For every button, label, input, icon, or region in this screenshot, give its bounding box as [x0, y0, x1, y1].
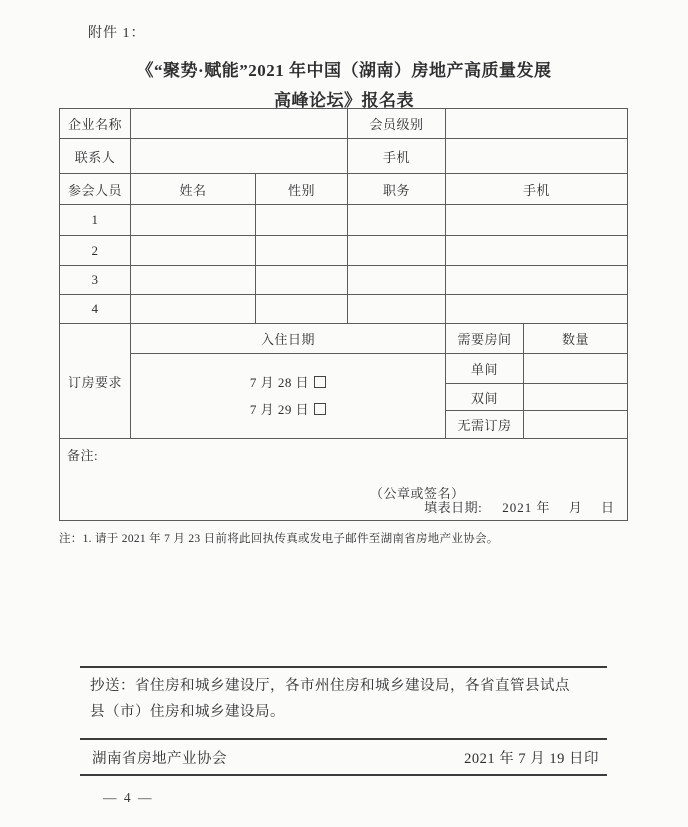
attendee-gender-field	[256, 236, 348, 266]
return-instruction-note: 注：1. 请于 2021 年 7 月 23 日前将此回执传真或发电子邮件至湖南省房地产业协会。	[59, 533, 499, 545]
remarks-cell	[60, 439, 628, 521]
member-level-label: 会员级别	[348, 109, 446, 139]
checkin-date-options	[131, 354, 446, 439]
attendee-row-number: 4	[60, 295, 131, 324]
attendee-position-field	[348, 266, 446, 295]
room-none-qty-field	[524, 411, 628, 439]
attendee-mobile-header: 手机	[446, 174, 628, 205]
remarks-label: 备注:	[67, 448, 99, 463]
attendee-name-field	[131, 295, 256, 324]
print-date: 2021 年 7 月 19 日印	[464, 750, 599, 767]
attachment-label: 附件 1：	[88, 26, 146, 41]
attendee-row-1	[60, 205, 628, 236]
contact-person-field	[131, 139, 348, 174]
checkin-date-option-1	[131, 369, 445, 396]
checkin-date-header: 入住日期	[131, 324, 446, 354]
issuer-row	[80, 740, 607, 774]
attendee-name-header: 姓名	[131, 174, 256, 205]
company-name-field	[131, 109, 348, 139]
member-level-field	[446, 109, 628, 139]
quantity-header: 数量	[524, 324, 628, 354]
attendee-row-number: 2	[60, 236, 131, 266]
row-room-single	[60, 354, 628, 384]
fill-date-value: 2021 年 月 日	[502, 500, 615, 515]
attendee-mobile-field	[446, 295, 628, 324]
row-booking-header	[60, 324, 628, 354]
attendee-name-field	[131, 266, 256, 295]
room-needed-header: 需要房间	[446, 324, 524, 354]
room-single-label: 单间	[446, 354, 524, 384]
checkin-date-2-label: 7 月 29 日	[249, 402, 310, 417]
room-double-qty-field	[524, 384, 628, 411]
row-company	[60, 109, 628, 139]
attendee-gender-field	[256, 295, 348, 324]
room-double-label: 双间	[446, 384, 524, 411]
attendee-position-header: 职务	[348, 174, 446, 205]
attendees-group-label: 参会人员	[60, 174, 131, 205]
checkbox-icon	[314, 403, 326, 415]
issuer-org-name: 湖南省房地产业协会	[92, 750, 227, 767]
attendee-row-4	[60, 295, 628, 324]
fill-date-label: 填表日期:	[424, 500, 483, 515]
attendee-row-2	[60, 236, 628, 266]
contact-person-label: 联系人	[60, 139, 131, 174]
attendee-name-field	[131, 205, 256, 236]
contact-mobile-label: 手机	[348, 139, 446, 174]
attendee-row-3	[60, 266, 628, 295]
booking-request-label: 订房要求	[60, 324, 131, 439]
attendee-mobile-field	[446, 205, 628, 236]
page-number: — 4 —	[103, 790, 154, 805]
checkin-date-option-2	[131, 396, 445, 423]
attendee-mobile-field	[446, 236, 628, 266]
row-contact	[60, 139, 628, 174]
attendee-position-field	[348, 295, 446, 324]
contact-mobile-field	[446, 139, 628, 174]
seal-or-signature-label: （公章或签名）	[370, 486, 465, 501]
attendee-row-number: 1	[60, 205, 131, 236]
attendee-gender-header: 性别	[256, 174, 348, 205]
registration-form-table	[59, 108, 628, 521]
attendee-mobile-field	[446, 266, 628, 295]
row-attendee-header	[60, 174, 628, 205]
room-none-label: 无需订房	[446, 411, 524, 439]
document-footer	[80, 666, 607, 776]
attendee-position-field	[348, 205, 446, 236]
checkbox-icon	[314, 376, 326, 388]
room-single-qty-field	[524, 354, 628, 384]
row-remarks	[60, 439, 628, 521]
attendee-gender-field	[256, 205, 348, 236]
attendee-gender-field	[256, 266, 348, 295]
cc-line2: 县（市）住房和城乡建设局。	[90, 704, 285, 720]
attendee-name-field	[131, 236, 256, 266]
cc-block	[80, 668, 607, 738]
cc-line1: 抄送：省住房和城乡建设厅，各市州住房和城乡建设局，各省直管县试点	[90, 678, 570, 694]
company-name-label: 企业名称	[60, 109, 131, 139]
attendee-position-field	[348, 236, 446, 266]
footer-rule-bottom	[80, 774, 607, 776]
form-title-line1: 《“聚势·赋能”2021 年中国（湖南）房地产高质量发展	[136, 61, 552, 80]
form-title-line2: 高峰论坛》报名表	[274, 91, 414, 110]
fill-date-line	[424, 497, 615, 516]
checkin-date-1-label: 7 月 28 日	[249, 375, 310, 390]
attendee-row-number: 3	[60, 266, 131, 295]
